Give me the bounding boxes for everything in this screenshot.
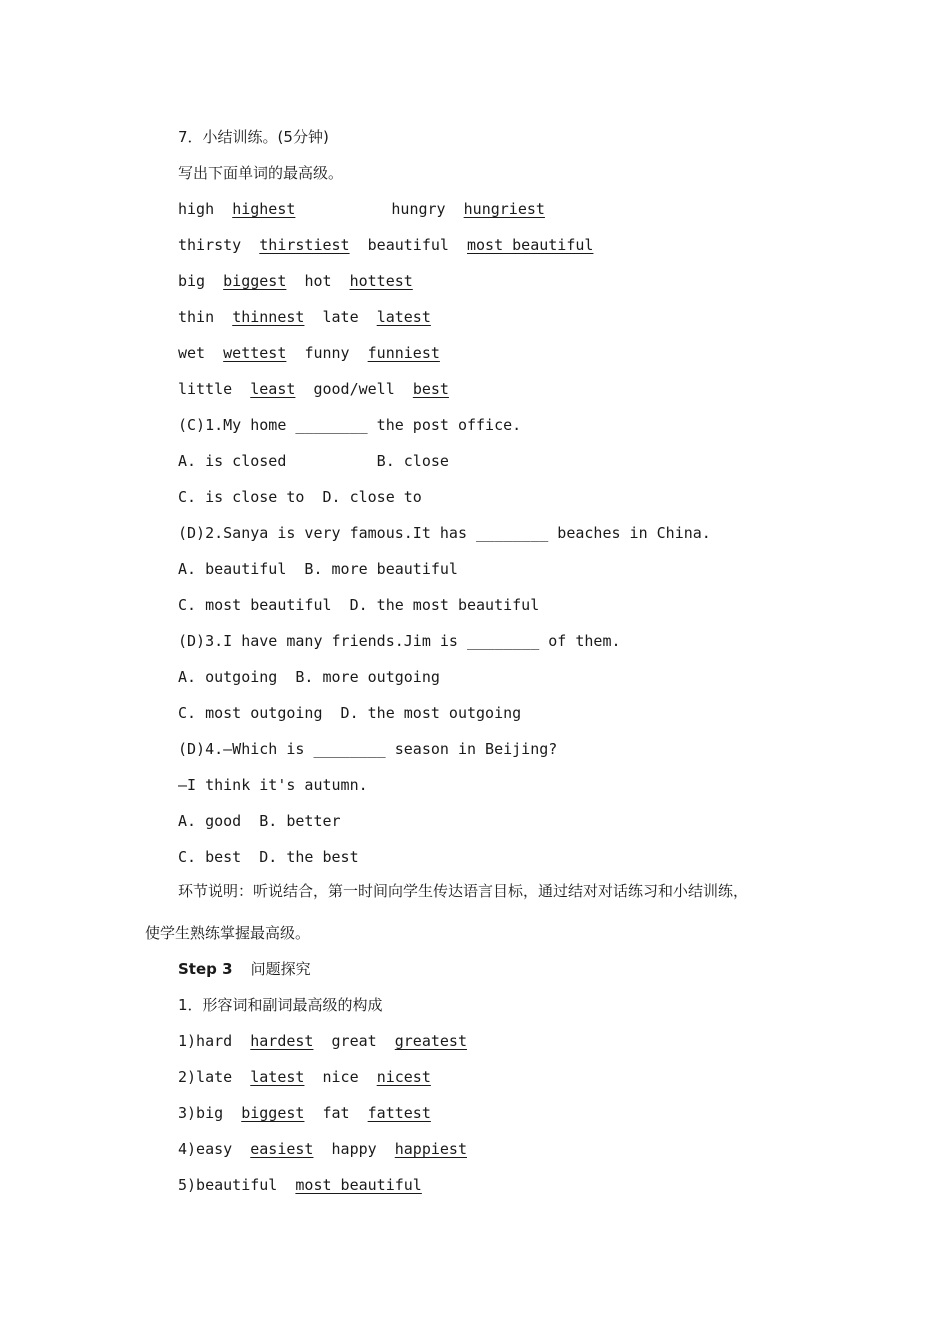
list-item: 5)beautiful most beautiful [178,1176,422,1194]
question-stem: (D)4.—Which is ________ season in Beijing? [178,740,558,758]
step-label: Step 3 [178,960,233,978]
section-note: 环节说明：听说结合，第一时间向学生传达语言目标，通过结对对话练习和小结训练， [178,882,749,900]
word-pair-row: high highest hungry hungriest [178,200,545,218]
section-heading: 7．小结训练。(5分钟) [178,128,329,146]
list-item: 4)easy easiest happy happiest [178,1140,467,1158]
question-options: C. most beautiful D. the most beautiful [178,596,540,614]
section-note-cont: 使学生熟练掌握最高级。 [145,924,311,942]
question-options: A. beautiful B. more beautiful [178,560,458,578]
list-item: 2)late latest nice nicest [178,1068,431,1086]
question-options: C. is close to D. close to [178,488,422,506]
list-item: 1)hard hardest great greatest [178,1032,467,1050]
step-heading [178,959,311,979]
question-stem: (D)3.I have many friends.Jim is ________ of them. [178,632,621,650]
subsection-heading: 1．形容词和副词最高级的构成 [178,996,383,1014]
question-reply: —I think it's autumn. [178,776,368,794]
word-pair-row: wet wettest funny funniest [178,344,440,362]
question-options: C. best D. the best [178,848,359,866]
question-options: A. is closed B. close [178,452,449,470]
word-pair-row: big biggest hot hottest [178,272,413,290]
question-stem: (C)1.My home ________ the post office. [178,416,522,434]
word-pair-row: little least good/well best [178,380,449,398]
question-stem: (D)2.Sanya is very famous.It has ________ beaches in China. [178,524,711,542]
question-options: A. outgoing B. more outgoing [178,668,440,686]
word-pair-row: thin thinnest late latest [178,308,431,326]
word-pair-row: thirsty thirstiest beautiful most beautiful [178,236,594,254]
question-options: C. most outgoing D. the most outgoing [178,704,522,722]
step-title: 问题探究 [250,960,311,978]
instruction: 写出下面单词的最高级。 [178,164,344,182]
list-item: 3)big biggest fat fattest [178,1104,431,1122]
question-options: A. good B. better [178,812,341,830]
